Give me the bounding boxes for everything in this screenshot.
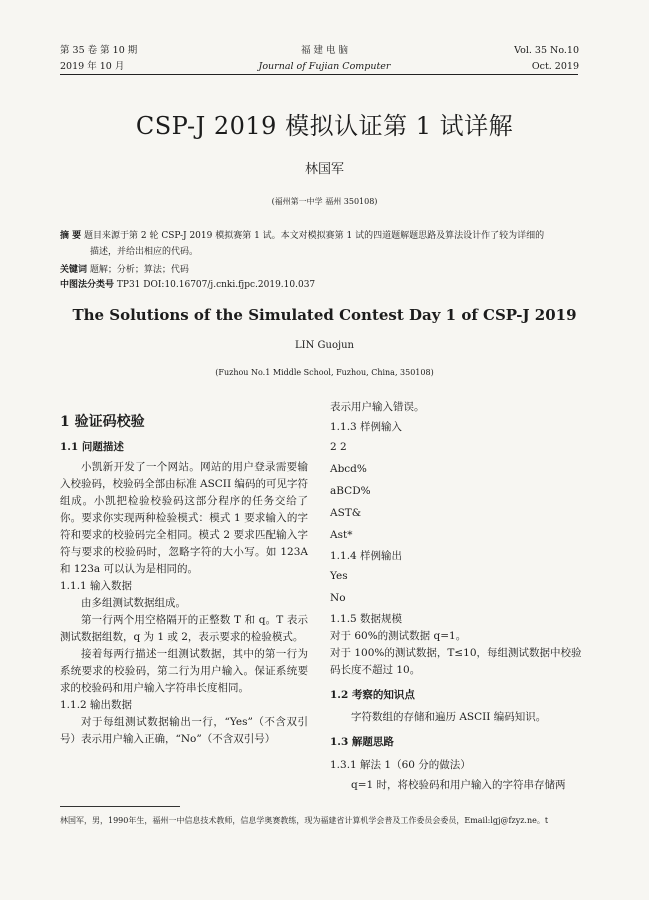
paragraph-solution-1: q=1 时，将校验码和用户输入的字符串存储两: [351, 779, 566, 791]
section-1-3-heading: 1.3 解题思路: [330, 736, 394, 748]
sample-input: [330, 436, 582, 546]
sample-output-line: No: [330, 592, 346, 604]
author-zh: 林国军: [304, 162, 344, 177]
title-zh: CSP-J 2019 模拟认证第 1 试详解: [135, 112, 514, 140]
section-1-1-heading: 1.1 问题描述: [60, 441, 124, 453]
paragraph-input-3: 接着每两行描述一组测试数据，其中的第一行为系统要求的校验码，第二行为用户输入。保证系统要求的校验码和用户输入字符串长度相同。: [60, 648, 308, 694]
header-journal-zh: 福 建 电 脑: [300, 45, 349, 56]
sample-output-line: Yes: [330, 570, 348, 582]
author-en: LIN Guojun: [295, 340, 354, 351]
sample-input-line: Abcd%: [330, 463, 367, 475]
sample-input-line: Ast*: [330, 529, 353, 541]
left-column: [60, 414, 308, 748]
abstract-label: 摘 要: [60, 231, 82, 241]
section-1-heading: 1 验证码校验: [60, 414, 145, 430]
paragraph-output-cont: 表示用户输入错误。: [330, 401, 425, 413]
header-rule: [60, 74, 578, 75]
section-1-1-3-heading: 1.1.3 样例输入: [330, 421, 403, 433]
section-1-1-5-heading: 1.1.5 数据规模: [330, 613, 403, 625]
header-volume-en: Vol. 35 No.10: [514, 45, 579, 56]
section-1-3-1-heading: 1.3.1 解法 1（60 分的做法）: [330, 759, 471, 771]
footnote-rule: [60, 806, 180, 807]
affiliation-en: (Fuzhou No.1 Middle School, Fuzhou, China, 350108): [215, 368, 434, 377]
title-en: The Solutions of the Simulated Contest Day 1 of CSP-J 2019: [72, 306, 577, 324]
keywords-label: 关键词: [60, 265, 88, 275]
abstract-text-1: 题目来源于第 2 轮 CSP-J 2019 模拟赛第 1 试。本文对模拟赛第 1 试的四道题解题思路及算法设计作了较为详细的: [84, 231, 545, 241]
header-date-en: Oct. 2019: [531, 61, 579, 72]
section-1-1-4-heading: 1.1.4 样例输出: [330, 550, 403, 562]
scale-100: 对于 100%的测试数据，T≤10，每组测试数据中校验码长度不超过 10。: [330, 647, 582, 676]
right-column: [330, 399, 582, 794]
sample-input-line: aBCD%: [330, 485, 371, 497]
abstract: [60, 228, 578, 260]
paragraph-input-2: 第一行两个用空格隔开的正整数 T 和 q。T 表示测试数据组数，q 为 1 或 2，表示要求的检验模式。: [60, 614, 308, 643]
classification-text: TP31 DOI:10.16707/j.cnki.fjpc.2019.10.037: [116, 280, 316, 290]
keywords: [60, 263, 578, 277]
affiliation-zh: (福州第一中学 福州 350108): [271, 197, 378, 206]
header-volume: 第 35 卷 第 10 期: [60, 45, 138, 56]
sample-output: [330, 565, 582, 609]
keywords-text: 题解；分析；算法；代码: [89, 265, 189, 275]
sample-input-line: AST&: [330, 507, 362, 519]
footnote: 林国军，男，1990年生，福州一中信息技术教师，信息学奥赛教练，现为福建省计算机学会普及工作委员会委员，Email:lgj@fzyz.ne。t: [60, 816, 549, 825]
scale-60: 对于 60%的测试数据 q=1。: [330, 630, 467, 642]
header-journal-en: Journal of Fujian Computer: [258, 61, 391, 72]
paragraph-knowledge: 字符数组的存储和遍历 ASCII 编码知识。: [351, 711, 547, 723]
paragraph-input-1: 由多组测试数据组成。: [81, 597, 186, 609]
section-1-1-1-heading: 1.1.1 输入数据: [60, 580, 133, 592]
sample-input-line: 2 2: [330, 441, 347, 453]
paragraph-output: 对于每组测试数据输出一行，“Yes”（不含双引号）表示用户输入正确，“No”（不含双引号）: [60, 716, 308, 745]
section-1-1-2-heading: 1.1.2 输出数据: [60, 699, 133, 711]
abstract-text-2: 描述，并给出相应的代码。: [90, 247, 199, 257]
section-1-2-heading: 1.2 考察的知识点: [330, 689, 415, 701]
paragraph-problem: 小凯新开发了一个网站。网站的用户登录需要输入校验码，校验码全部由标准 ASCII 编码的可见字符组成。小凯把检验校验码这部分程序的任务交给了你。要求你实现两种检验模式：模式 1 要求输入的字符和要求的校验码完全相同。模式 2 要求匹配输入字符与要求的校验码时，忽略字符的大小写。如 123A 和 123a 可以认为是相同的。: [60, 461, 308, 575]
header-date: 2019 年 10 月: [60, 61, 125, 72]
classification-label: 中图法分类号: [60, 280, 115, 290]
classification: [60, 278, 578, 292]
